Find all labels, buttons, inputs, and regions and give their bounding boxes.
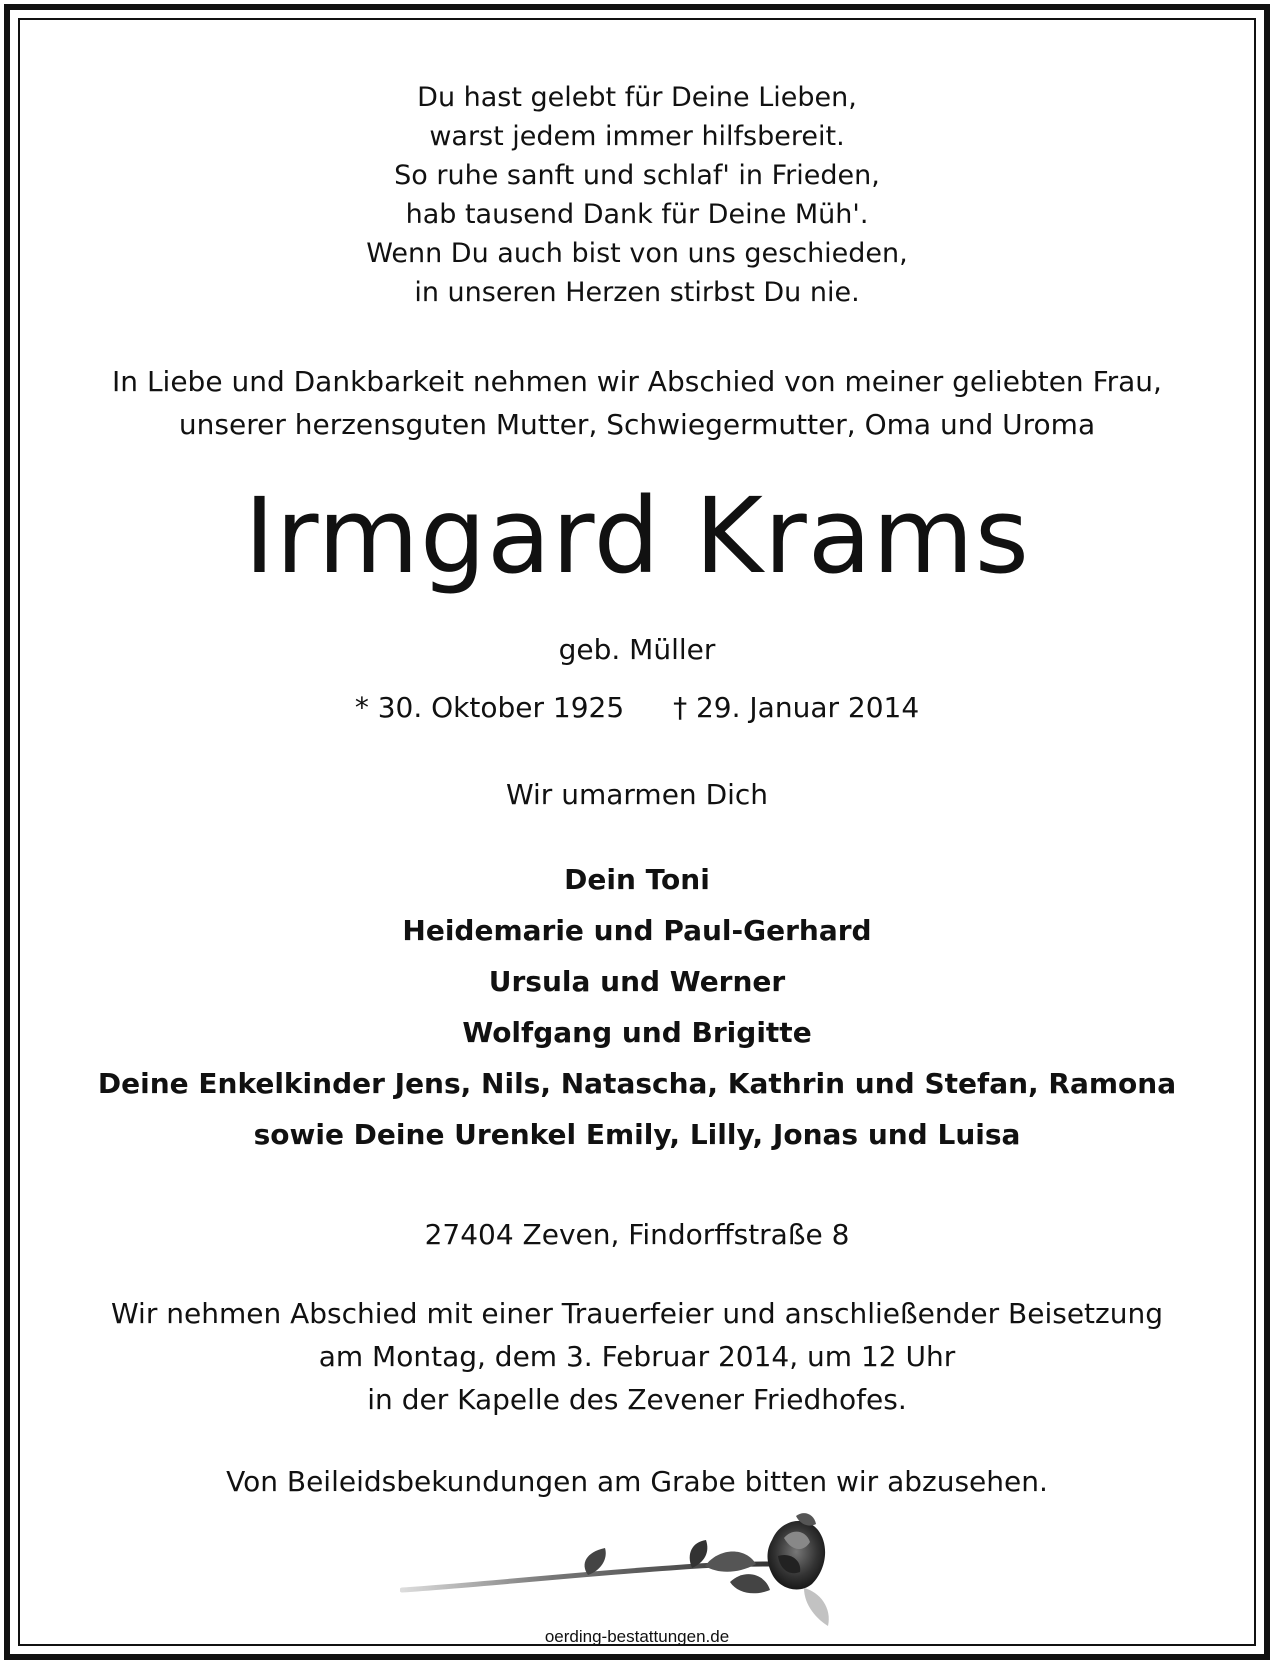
funeral-home-website: oerding-bestattungen.de [544, 1627, 730, 1646]
mourner-line: Deine Enkelkinder Jens, Nils, Natascha, Kathrin und Stefan, Ramona [97, 1067, 1177, 1100]
birth-date: * 30. Oktober 1925 [354, 691, 625, 724]
poem-line: Wenn Du auch bist von uns geschieden, [366, 238, 908, 269]
birth-name: geb. Müller [558, 633, 716, 666]
poem-line: in unseren Herzen stirbst Du nie. [414, 277, 860, 308]
intro-text [20, 360, 1254, 446]
poem [20, 78, 1254, 312]
death-date: † 29. Januar 2014 [673, 691, 920, 724]
poem-line: Du hast gelebt für Deine Lieben, [417, 82, 857, 113]
rose-illustration [400, 1508, 900, 1643]
mourner-line: sowie Deine Urenkel Emily, Lilly, Jonas und Luisa [253, 1118, 1021, 1151]
obituary-notice [20, 20, 1254, 1644]
address: 27404 Zeven, Findorffstraße 8 [424, 1218, 850, 1251]
embrace-line: Wir umarmen Dich [505, 778, 769, 811]
condolence-request: Von Beileidsbekundungen am Grabe bitten wir abzusehen. [226, 1465, 1048, 1498]
poem-line: warst jedem immer hilfsbereit. [429, 121, 845, 152]
mourner-line: Ursula und Werner [488, 965, 786, 998]
intro-line: unserer herzensguten Mutter, Schwiegermutter, Oma und Uroma [178, 408, 1096, 441]
ceremony-info [20, 1292, 1254, 1421]
ceremony-line: in der Kapelle des Zevener Friedhofes. [367, 1383, 907, 1416]
deceased-name: Irmgard Krams [244, 475, 1030, 597]
ceremony-line: am Montag, dem 3. Februar 2014, um 12 Uhr [318, 1340, 956, 1373]
mourners-list [20, 854, 1254, 1160]
mourner-line: Wolfgang und Brigitte [462, 1016, 812, 1049]
mourner-line: Heidemarie und Paul-Gerhard [402, 914, 872, 947]
poem-line: hab tausend Dank für Deine Müh'. [405, 199, 869, 230]
intro-line: In Liebe und Dankbarkeit nehmen wir Abschied von meiner geliebten Frau, [112, 365, 1162, 398]
mourner-line: Dein Toni [564, 863, 710, 896]
life-dates [20, 690, 1254, 726]
poem-line: So ruhe sanft und schlaf' in Frieden, [394, 160, 880, 191]
ceremony-line: Wir nehmen Abschied mit einer Trauerfeier und anschließender Beisetzung [110, 1297, 1163, 1330]
